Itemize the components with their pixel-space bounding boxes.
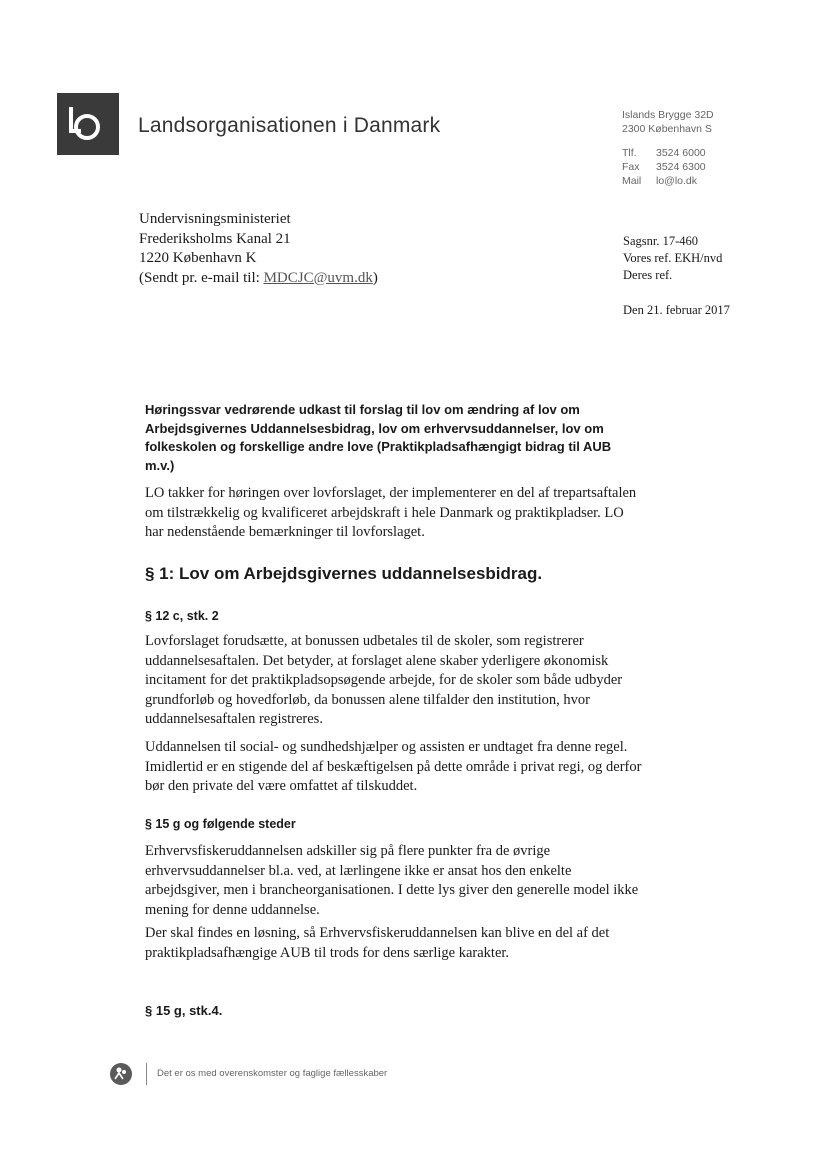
subject-line-4: m.v.) — [145, 457, 175, 473]
reference-block — [623, 233, 722, 284]
footer-tagline: Det er os med overenskomster og faglige fællesskaber — [157, 1068, 388, 1079]
recipient-line-1: Undervisningsministeriet — [139, 211, 291, 227]
our-reference: Vores ref. EKH/nvd — [623, 251, 723, 265]
intro-line-2: om tilstrækkelig og kvalificeret arbejdskraft i hele Danmark og praktikpladser. LO — [145, 504, 624, 521]
paragraph-line: Imidlertid er en stigende del af beskæftigelsen på dette område i privat regi, og derfor — [145, 758, 642, 775]
subsection-15g-paragraph-1 — [145, 842, 638, 920]
subject-line-1: Høringssvar vedrørende udkast til forslag til lov om ændring af lov om — [145, 402, 580, 417]
sent-prefix: (Sendt pr. e-mail til: — [139, 269, 264, 286]
subsection-15g-paragraph-2 — [145, 924, 609, 963]
paragraph-line: uddannelsesaftalen registreres. — [145, 711, 323, 727]
paragraph-line: Lovforslaget forudsætte, at bonussen udbetales til de skoler, som registrerer — [145, 633, 584, 649]
paragraph-line: Erhvervsfiskeruddannelsen adskiller sig på flere punkter fra de øvrige — [145, 843, 551, 859]
paragraph-line: arbejdsgiver, men i brancheorganisationen. I dette lys giver den generelle model ikke — [145, 882, 639, 898]
paragraph-line: grundforløb og hovedforløb, da bonussen alene tilfalder den institution, hvor — [145, 691, 590, 708]
recipient-line-3: 1220 København K — [139, 250, 257, 266]
contact-numbers — [622, 146, 706, 188]
fax-number: 3524 6300 — [656, 161, 706, 173]
subject-line-3: folkeskolen og forskellige andre love (Praktikpladsafhængigt bidrag til AUB — [145, 439, 612, 454]
footer-divider — [146, 1063, 147, 1085]
intro-line-3: har nedenstående bemærkninger til lovforslaget. — [145, 524, 425, 540]
recipient-address — [139, 210, 378, 288]
paragraph-line: bør den private del være omfattet af tilskuddet. — [145, 778, 418, 794]
intro-line-1: LO takker for høringen over lovforslaget, der implementerer en del af trepartsaftalen — [145, 485, 637, 501]
sent-suffix: ) — [372, 269, 378, 286]
contact-address — [622, 108, 714, 136]
paragraph-line: uddannelsesaftalen. Det betyder, at forslaget alene skaber yderligere økonomisk — [145, 652, 609, 669]
contact-phone-row — [622, 146, 706, 160]
contact-fax-row — [622, 160, 706, 174]
paragraph-line: Der skal findes en løsning, så Erhvervsfiskeruddannelsen kan blive en del af det — [145, 925, 610, 941]
lo-logo-icon — [57, 93, 119, 155]
subsection-15g-stk4-heading: § 15 g, stk.4. — [145, 1003, 223, 1018]
subsection-15g-heading: § 15 g og følgende steder — [145, 817, 296, 831]
phone-label: Tlf. — [622, 147, 637, 159]
intro-paragraph — [145, 484, 636, 543]
subject-heading — [145, 401, 611, 475]
paragraph-line: Uddannelsen til social- og sundhedshjælper og assisten er undtaget fra denne regel. — [145, 739, 628, 755]
recipient-sent-line — [139, 269, 378, 289]
mail-label: Mail — [622, 175, 642, 187]
subsection-12c-paragraph-2 — [145, 738, 641, 797]
recipient-line-2: Frederiksholms Kanal 21 — [139, 230, 291, 247]
footer-people-icon — [110, 1063, 132, 1085]
recipient-email-link[interactable]: MDCJC@uvm.dk — [263, 269, 373, 286]
subject-line-2: Arbejdsgivernes Uddannelsesbidrag, lov om erhvervsuddannelser, lov om — [145, 420, 604, 436]
contact-street: Islands Brygge 32D — [622, 109, 714, 121]
your-reference: Deres ref. — [623, 268, 673, 282]
paragraph-line: praktikpladsafhængige AUB til trods for dens særlige karakter. — [145, 944, 510, 961]
case-number: Sagsnr. 17-460 — [623, 234, 698, 248]
organisation-name: Landsorganisationen i Danmark — [138, 114, 441, 137]
subsection-12c-paragraph-1 — [145, 632, 622, 730]
letter-date: Den 21. februar 2017 — [623, 303, 730, 317]
phone-number: 3524 6000 — [656, 147, 706, 159]
paragraph-line: mening for denne uddannelse. — [145, 901, 320, 918]
lo-logo — [57, 93, 119, 155]
paragraph-line: erhvervsuddannelser bl.a. ved, at lærlingene ikke er ansat hos den enkelte — [145, 862, 572, 879]
contact-mail-row — [622, 174, 706, 188]
mail-address: lo@lo.dk — [656, 175, 698, 187]
paragraph-line: incitament for det praktikpladsopsøgende arbejde, for de skoler som både udbyder — [145, 672, 623, 688]
fax-label: Fax — [622, 161, 640, 173]
section-1-heading: § 1: Lov om Arbejdsgivernes uddannelsesbidrag. — [145, 564, 543, 583]
subsection-12c-heading: § 12 c, stk. 2 — [145, 609, 219, 623]
contact-city: 2300 København S — [622, 123, 712, 135]
